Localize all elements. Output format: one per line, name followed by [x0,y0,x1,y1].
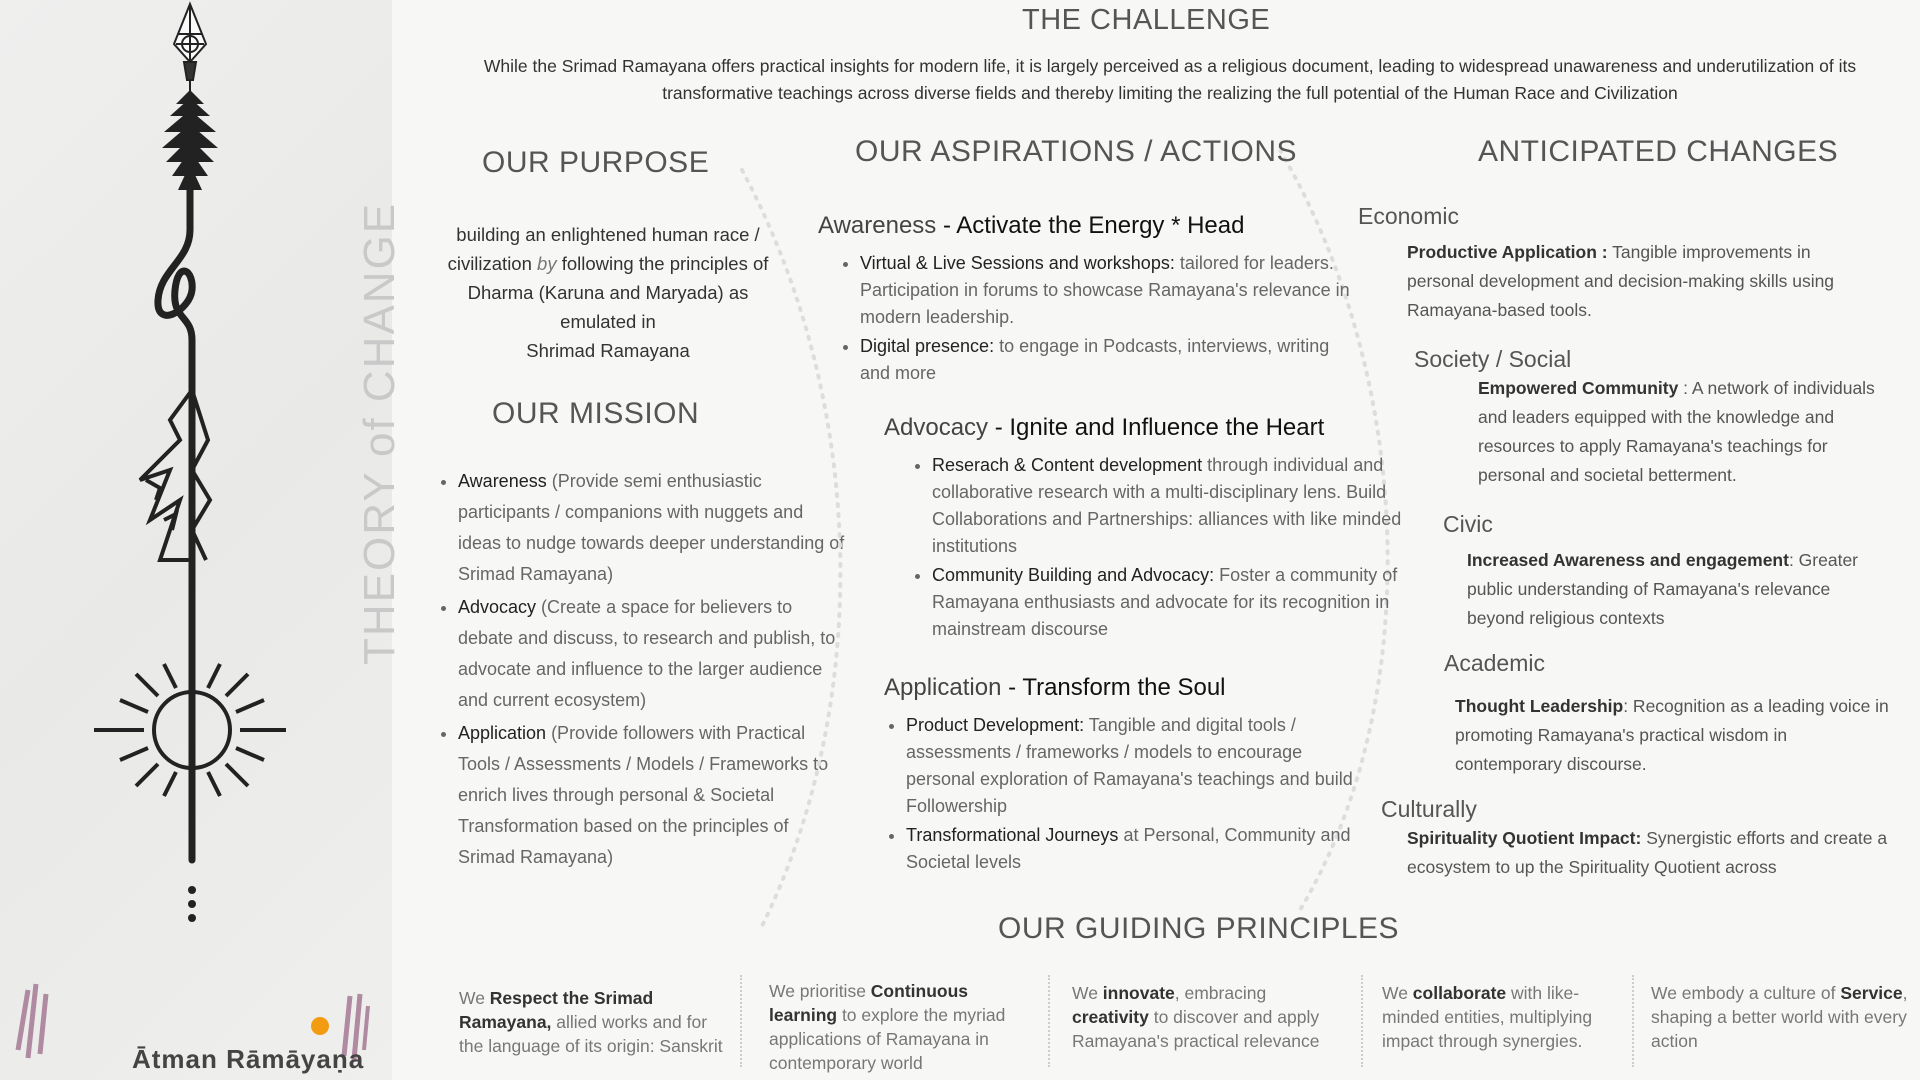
logo-text: Ātman Rāmāyaṇa [132,1044,365,1074]
aspiration-name: Advocacy [884,414,989,441]
change-academic-text: Thought Leadership: Recognition as a leading voice in promoting Ramayana's practical wisdom in contemporary discourse. [1455,696,1889,774]
change-social-text: Empowered Community : A network of individuals and leaders equipped with the knowledge and resources to apply Ramayana's teachings for personal and societal betterment. [1478,378,1875,485]
purpose-line1-pre: building an enlightened human race / civilization [447,224,760,274]
challenge-title: THE CHALLENGE [1022,4,1271,36]
aspiration-tagline: - Transform the Soul [1001,674,1226,701]
logo-dot-icon [311,1017,329,1035]
mission-item-label: Application [458,723,547,743]
change-category-civic: Civic [1443,511,1493,537]
aspirations-title: OUR ASPIRATIONS / ACTIONS [855,135,1298,168]
aspiration-heading [884,414,1424,442]
principle-innovate: We innovate, embracing creativity to discover and apply Ramayana's practical relevance [1072,983,1320,1051]
logo-bars-left-icon [12,980,52,1062]
change-category-academic: Academic [1444,650,1545,676]
principles-title: OUR GUIDING PRINCIPLES [998,912,1400,945]
purpose-title: OUR PURPOSE [482,146,710,179]
change-category-social: Society / Social [1414,346,1572,372]
principle-service: We embody a culture of Service, shaping a better world with every action [1651,983,1908,1051]
aspiration-awareness [818,212,1418,389]
mission-item-text: (Provide followers with Practical Tools / Assessments / Models / Frameworks to enrich lives through personal & Societal Transformation based on the principles of Srimad Ramayana) [458,723,829,867]
mission-item-label: Awareness [458,471,547,491]
left-panel [0,0,404,1080]
aspiration-item: • Product Development: Tangible and digital tools / assessments / frameworks / models to encourage personal exploration of Ramayana's teachings and build Followership [906,712,1356,820]
changes-title: ANTICIPATED CHANGES [1478,135,1839,168]
mission-item-text: (Create a space for believers to debate and discuss, to research and publish, to advocate and influence to the larger audience and current ecosystem) [458,597,836,710]
aspiration-tagline: - Activate the Energy * Head [936,212,1245,239]
change-category-economic: Economic [1358,203,1459,229]
mission-title: OUR MISSION [492,397,700,430]
change-category-culturally: Culturally [1381,796,1477,822]
challenge-text: While the Srimad Ramayana offers practical insights for modern life, it is largely perceived as a religious document, leading to widespread unawareness and underutilization of its transformative teachings across diverse fields and thereby limiting the realizing the full potential of the Human Race and Civilization [483,56,1857,103]
aspiration-application [884,674,1404,878]
theory-of-change-title: THEORY of CHANGE [355,201,404,665]
purpose-line2: Shrimad Ramayana [526,340,690,361]
aspiration-item: • Virtual & Live Sessions and workshops: tailored for leaders. Participation in forums to showcase Ramayana's relevance in modern leadership. [860,250,1360,331]
principle-collaborate: We collaborate with like-minded entities, multiplying impact through synergies. [1382,983,1593,1051]
tree-icon [162,90,218,190]
aspiration-advocacy [884,414,1424,645]
principle-divider [1048,975,1050,1067]
aspiration-heading [884,674,1404,702]
aspiration-tagline: - Ignite and Influence the Heart [988,414,1325,441]
aspiration-item: • Digital presence: to engage in Podcasts, interviews, writing and more [860,333,1360,387]
aspiration-heading [818,212,1418,240]
aspiration-item: • Transformational Journeys at Personal, Community and Societal levels [906,822,1356,876]
aspiration-name: Awareness [818,212,937,239]
dots-icon [188,886,196,922]
aspiration-item: • Reserach & Content development through individual and collaborative research with a multi-disciplinary lens. Build Collaborations and Partnerships: alliances with like minded institutions [932,452,1422,560]
mission-item-text: (Provide semi enthusiastic participants / companions with nuggets and ideas to nudge towards deeper understanding of Srimad Ramayana) [458,471,845,584]
aspiration-item: • Community Building and Advocacy: Foster a community of Ramayana enthusiasts and advocate for its recognition in mainstream discourse [932,562,1422,643]
change-culturally-text: Spirituality Quotient Impact: Synergistic efforts and create a ecosystem to up the Spirituality Quotient across [1407,828,1888,877]
principle-divider [1632,975,1634,1067]
change-civic-text: Increased Awareness and engagement: Greater public understanding of Ramayana's relevance beyond religious contexts [1467,550,1859,628]
purpose-line1-post: following the principles of Dharma (Karuna and Maryada) as emulated in [467,253,769,332]
principle-respect: We Respect the Srimad Ramayana, allied works and for the language of its origin: Sanskrit [459,988,723,1056]
arrow-illustration [80,0,310,930]
purpose-by: by [537,253,557,274]
principle-divider [740,975,742,1067]
principle-divider [1361,975,1363,1067]
mountain-icon [140,390,210,560]
change-economic-text: Productive Application : Tangible improvements in personal development and decision-making skills using Ramayana-based tools. [1407,242,1835,320]
mission-item-label: Advocacy [458,597,537,617]
aspiration-name: Application [884,674,1002,701]
principle-learning: We prioritise Continuous learning to explore the myriad applications of Ramayana in contemporary world [769,981,1006,1073]
